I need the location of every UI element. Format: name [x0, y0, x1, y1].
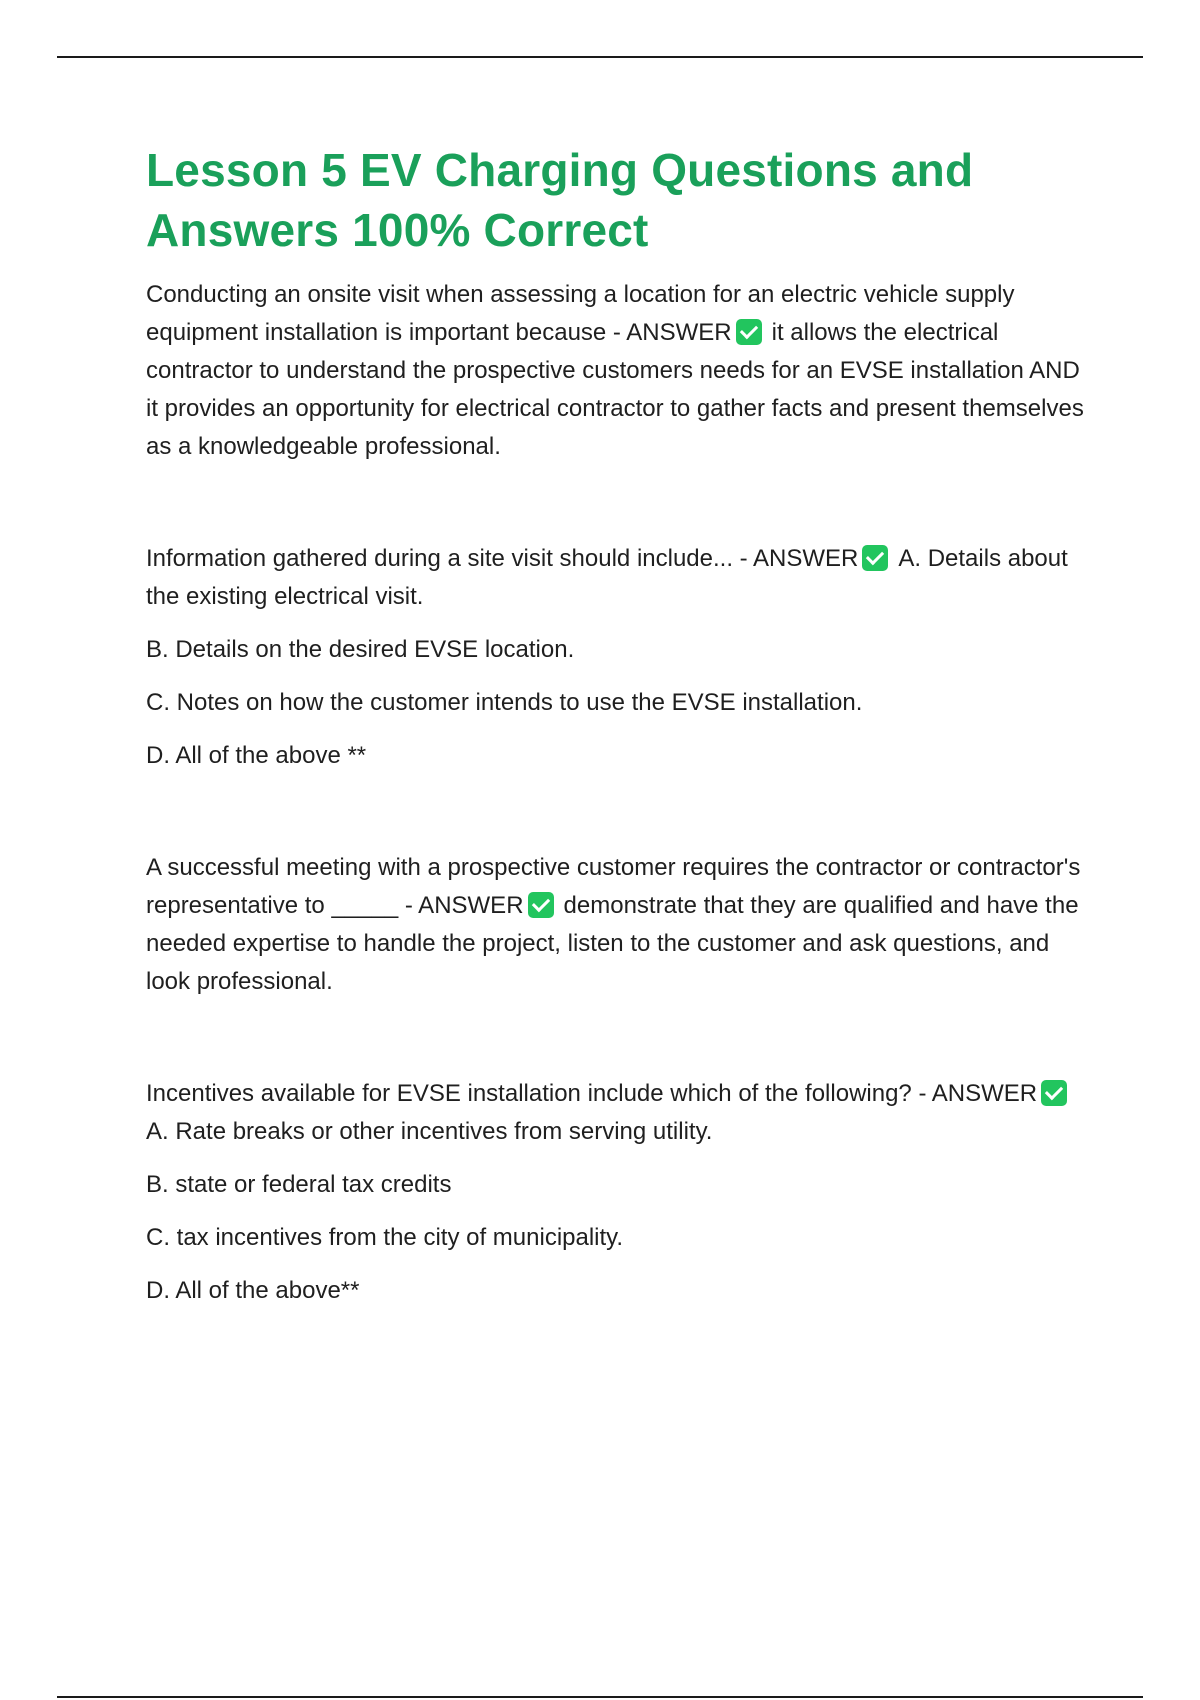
- top-rule: [57, 56, 1143, 58]
- question-text: A successful meeting with a prospective customer requires the contractor or contractor's representative to _____ - ANSWER: [146, 854, 1081, 919]
- bottom-rule: [57, 1696, 1143, 1698]
- qa-item-4: [146, 1075, 1096, 1310]
- qa-item-3: [146, 849, 1096, 1001]
- answer-text: A. Details about the existing electrical visit.: [146, 545, 1068, 610]
- answer-option: C. tax incentives from the city of municipality.: [146, 1224, 624, 1251]
- check-mark-icon: [528, 892, 554, 918]
- question-text: Incentives available for EVSE installation include which of the following? - ANSWER: [146, 1080, 1038, 1107]
- answer-option: B. state or federal tax credits: [146, 1171, 452, 1198]
- qa-item-1: [146, 276, 1096, 466]
- document-page: [146, 140, 1096, 1310]
- document-title: Lesson 5 EV Charging Questions and Answers 100% Correct: [146, 144, 974, 256]
- qa-item-2: [146, 540, 1096, 775]
- check-mark-icon: [736, 319, 762, 345]
- answer-text: A. Rate breaks or other incentives from serving utility.: [146, 1118, 713, 1145]
- check-mark-icon: [862, 545, 888, 571]
- answer-option: B. Details on the desired EVSE location.: [146, 636, 575, 663]
- answer-text: it allows the electrical contractor to understand the prospective customers needs for an EVSE installation AND it provides an opportunity for electrical contractor to gather facts and present themselves as a knowledgeable professional.: [146, 319, 1084, 460]
- answer-option: D. All of the above **: [146, 742, 367, 769]
- answer-option: D. All of the above**: [146, 1277, 360, 1304]
- answer-option: C. Notes on how the customer intends to use the EVSE installation.: [146, 689, 863, 716]
- answer-text: demonstrate that they are qualified and have the needed expertise to handle the project, listen to the customer and ask questions, and look professional.: [146, 892, 1079, 995]
- question-text: Information gathered during a site visit should include... - ANSWER: [146, 545, 859, 572]
- question-text: Conducting an onsite visit when assessing a location for an electric vehicle supply equipment installation is important because - ANSWER: [146, 281, 1015, 346]
- check-mark-icon: [1041, 1080, 1067, 1106]
